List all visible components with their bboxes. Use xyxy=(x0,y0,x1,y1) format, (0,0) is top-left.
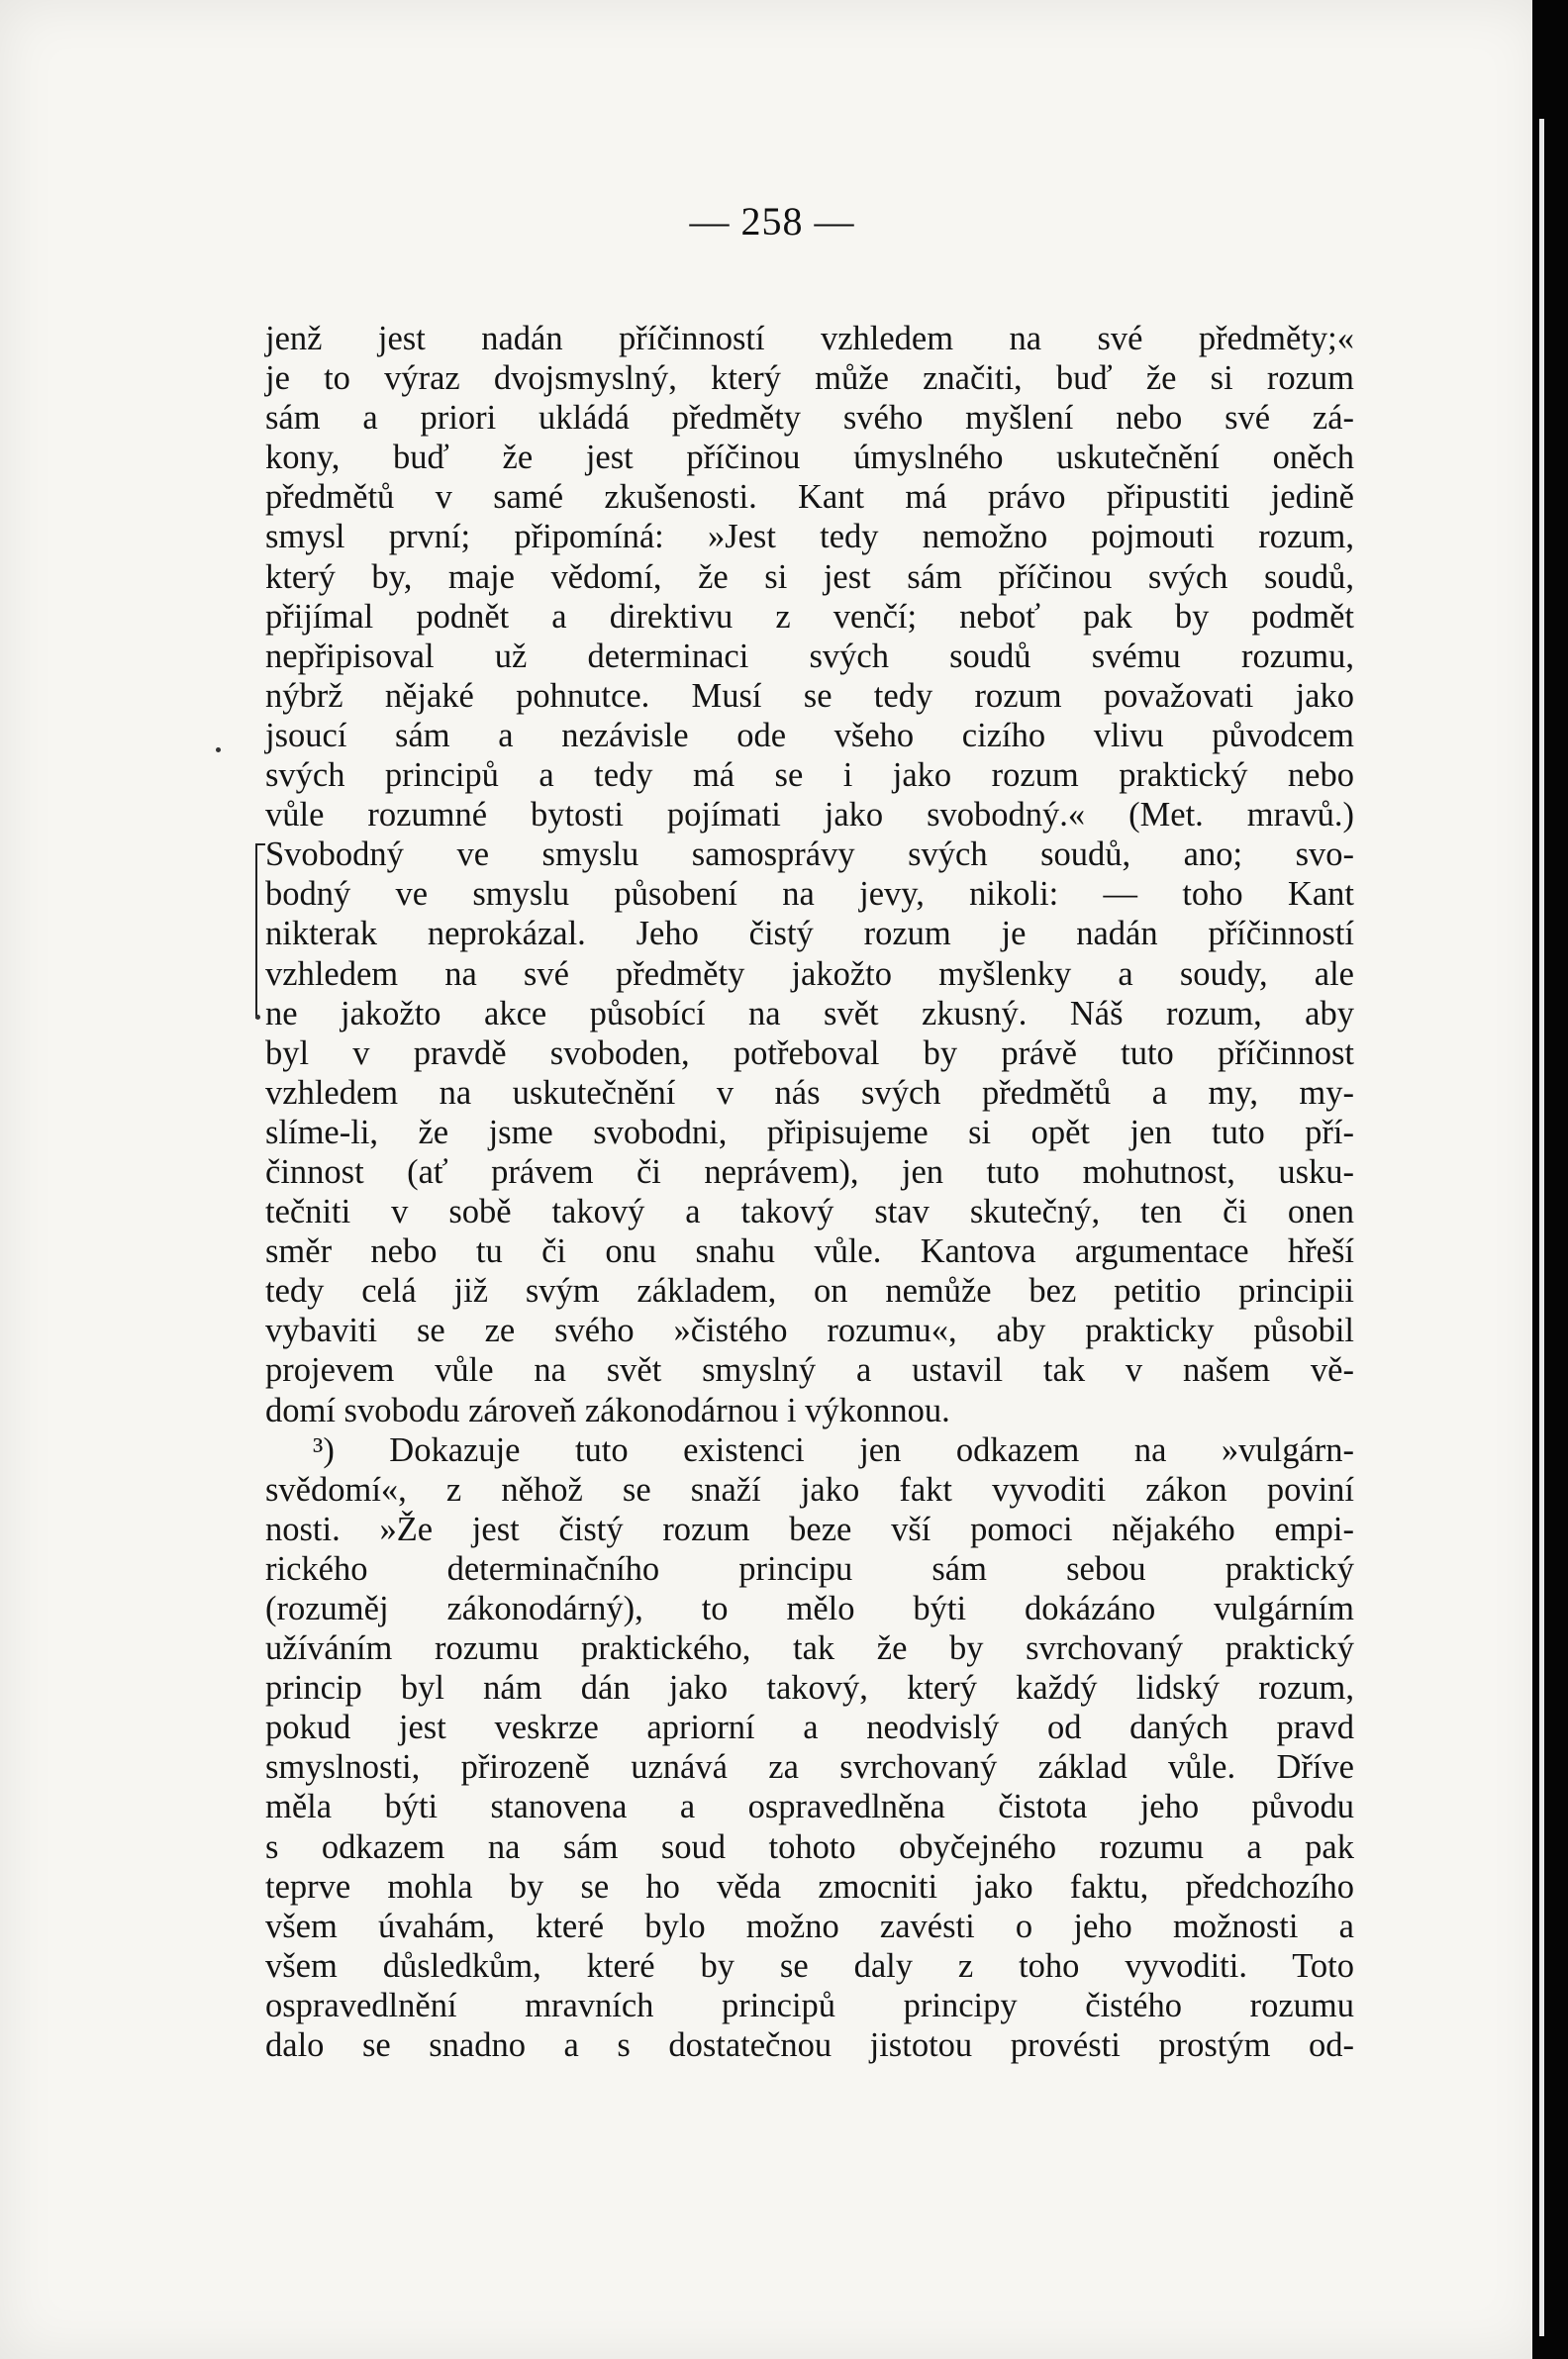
scan-edge-line xyxy=(1539,119,1544,2336)
footnote-line: ospravedlnění mravních principů principy čistého rozumu xyxy=(265,1986,1354,2024)
footnote-line: měla býti stanovena a ospravedlněna čistota jeho původu xyxy=(265,1788,1354,1826)
text-line: tedy celá již svým základem, on nemůže bez petitio principii xyxy=(265,1272,1354,1311)
footnote-line: nosti. »Že jest čistý rozum beze vší pomoci nějakého empi- xyxy=(265,1510,1354,1548)
page-number: — 258 — xyxy=(689,199,855,244)
text-line: projevem vůle na svět smyslný a ustavil tak v našem vě- xyxy=(265,1351,1354,1390)
scan-right-border xyxy=(1532,0,1568,2359)
text-line: jenž jest nadán příčinností vzhledem na své předměty;« xyxy=(265,320,1354,357)
footnote-line: všem důsledkům, které by se daly z toho vyvoditi. Toto xyxy=(265,1946,1354,1985)
text-line: vůle rozumné bytosti pojímati jako svobodný.« (Met. mravů.) xyxy=(265,796,1354,835)
text-line: svých principů a tedy má se i jako rozum praktický nebo xyxy=(265,756,1354,795)
text-line: vzhledem na uskutečnění v nás svých předmětů a my, my- xyxy=(265,1073,1354,1112)
text-line: nýbrž nějaké pohnutce. Musí se tedy rozum považovati jako xyxy=(265,676,1354,715)
text-line: slíme-li, že jsme svobodni, připisujeme si opět jen tuto pří- xyxy=(265,1113,1354,1151)
margin-dot xyxy=(216,747,221,752)
footnote-line: s odkazem na sám soud tohoto obyčejného rozumu a pak xyxy=(265,1827,1354,1866)
footnote-line: ³) Dokazuje tuto existenci jen odkazem na »vulgárn- xyxy=(313,1430,1354,1469)
footnote-line: svědomí«, z něhož se snaží jako fakt vyvoditi zákon poviní xyxy=(265,1470,1354,1509)
text-line: sám a priori ukládá předměty svého myšlení nebo své zá- xyxy=(265,399,1354,438)
footnote-line: užíváním rozumu praktického, tak že by svrchovaný praktický xyxy=(265,1629,1354,1668)
footnote-line: teprve mohla by se ho věda zmocniti jako faktu, předchozího xyxy=(265,1867,1354,1906)
text-line: předmětů v samé zkušenosti. Kant má právo připustiti jedině xyxy=(265,478,1354,517)
footnote-line: smyslnosti, přirozeně uznává za svrchovaný základ vůle. Dříve xyxy=(265,1748,1354,1787)
text-line: Svobodný ve smyslu samosprávy svých soudů, ano; svo- xyxy=(265,835,1354,874)
footnote-line: rického determinačního principu sám sebou praktický xyxy=(265,1549,1354,1588)
text-line: činnost (ať právem či neprávem), jen tuto mohutnost, usku- xyxy=(265,1152,1354,1191)
text-line: kony, buď že jest příčinou úmyslného uskutečnění oněch xyxy=(265,439,1354,477)
text-line: bodný ve smyslu působení na jevy, nikoli: — toho Kant xyxy=(265,875,1354,914)
footnote-line: (rozuměj zákonodárný), to mělo býti dokázáno vulgárním xyxy=(265,1590,1354,1627)
text-line: který by, maje vědomí, že si jest sám příčinou svých soudů, xyxy=(265,557,1354,596)
footnote-line: pokud jest veskrze apriorní a neodvislý od daných pravd xyxy=(265,1709,1354,1747)
footnote-line: dalo se snadno a s dostatečnou jistotou provésti prostým od- xyxy=(265,2026,1354,2065)
text-line: tečniti v sobě takový a takový stav skutečný, ten či onen xyxy=(265,1193,1354,1231)
footnote-line: princip byl nám dán jako takový, který každý lidský rozum, xyxy=(265,1669,1354,1708)
text-line: ne jakožto akce působící na svět zkusný. Náš rozum, aby xyxy=(265,994,1354,1032)
margin-bracket-mark xyxy=(255,843,265,1019)
text-line: byl v pravdě svoboden, potřeboval by právě tuto příčinnost xyxy=(265,1033,1354,1072)
text-line: domí svobodu zároveň zákonodárnou i výkonnou. xyxy=(265,1391,950,1429)
text-line: jsoucí sám a nezávisle ode všeho cizího vlivu původcem xyxy=(265,716,1354,754)
margin-dot xyxy=(255,1015,260,1020)
text-line: přijímal podnět a direktivu z venčí; neboť pak by podmět xyxy=(265,597,1354,636)
text-line: vzhledem na své předměty jakožto myšlenky a soudy, ale xyxy=(265,954,1354,993)
body-text xyxy=(265,319,1354,2065)
text-line: je to výraz dvojsmyslný, který může značiti, buď že si rozum xyxy=(265,359,1354,398)
footnote-line: všem úvahám, které bylo možno zavésti o jeho možnosti a xyxy=(265,1907,1354,1945)
text-line: nikterak neprokázal. Jeho čistý rozum je nadán příčinností xyxy=(265,915,1354,953)
text-line: vybaviti se ze svého »čistého rozumu«, aby prakticky působil xyxy=(265,1312,1354,1350)
text-line: smysl první; připomíná: »Jest tedy nemožno pojmouti rozum, xyxy=(265,518,1354,556)
text-line: směr nebo tu či onu snahu vůle. Kantova argumentace hřeší xyxy=(265,1232,1354,1271)
text-line: nepřipisoval už determinaci svých soudů svému rozumu, xyxy=(265,637,1354,675)
